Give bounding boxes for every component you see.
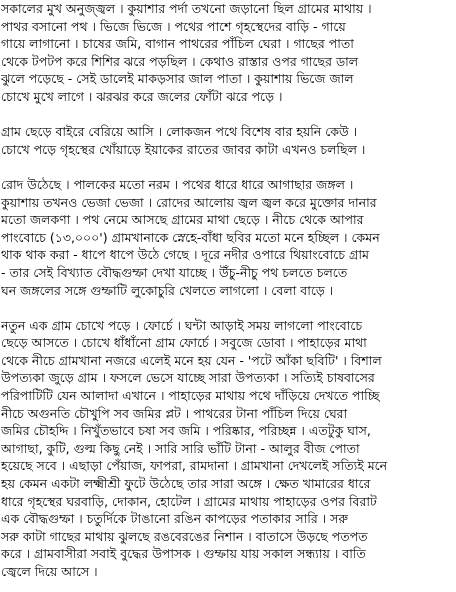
text-line: নতুন এক গ্রাম চোখে পড়ে । ফোর্চে । ঘন্টা আড়াই সময় লাগলো পাংবোচে [1,317,363,333]
text-line: কুয়াশায় তখনও ভেজা ভেজা । রোদের আলোয় জ্বল জ্বল করে মুক্তোর দানার [1,194,377,210]
text-line: ঘন জঙ্গলের সঙ্গে গুম্ফাটি লুকোচুরি খেলতে লাগলো । বেলা বাড়ে । [1,282,334,298]
paragraph-1 [1,0,455,106]
text-line: গ্রাম ছেড়ে বাইরে বেরিয়ে আসি । লোকজন পথে বিশেষ বার হয়নি কেউ । [1,124,358,140]
text-line: থেকে টপটপ করে শিশির ঝরে পড়ছিল । কেথাও রাস্তার ওপর গাছের ডাল [1,53,359,69]
text-line: করে । গ্রামবাসীরা সবাই বুদ্ধের উপাসক । গুম্ফায় যায় সকাল সন্ধ্যায় । বাতি [1,546,366,562]
text-line: হয়েছে সবে । এছাড়া পেঁয়াজ, ফাপরা, রামদানা । গ্রামখানা দেখলেই সত্যিই মনে [1,458,388,474]
text-line: চোখে মুখে লাগে । ঝরঝর করে জলের ফোঁটা ঝরে পড়ে । [1,88,283,104]
paragraph-2 [1,123,455,158]
paragraph-3 [1,176,455,299]
text-line: পাংবোচে (১৩,০০০') গ্রামখানাকে স্নেহে-বাঁধা ছবির মতো মনে হচ্ছিল । কেমন [1,229,380,245]
text-line: গায়ে লাগানো । চাষের জমি, বাগান পাথরের পাঁচিল ঘেরা । গাছের পাতা [1,36,354,52]
text-line: পাথর বসানো পথ । ভিজে ভিজে । পথের পাশে গৃহস্থেদের বাড়ি - গায়ে [1,18,346,34]
text-line: সরু কাটা গাছের মাথায় ঝুলছে রঙবেরঙের নিশান । বাতাসে উড়ছে পতপত [1,528,368,544]
text-line: রোদ উঠেছে । পালকের মতো নরম । পথের ধারে ধারে আগাছার জঙ্গল । [1,176,354,192]
text-line: ঝুলে পড়েছে - সেই ডালেই মাকড়সার জাল পাতা । কুয়াশায় ভিজে জাল [1,71,354,87]
text-line: থেকে নীচে গ্রামখানা নজরে এলেই মনে হয় যেন - 'পটে আঁকা ছবিটি' । বিশাল [1,352,382,368]
text-line: - তার সেই বিখ্যাত বৌদ্ধগুম্ফা দেখা যাচ্ছে । উঁচু-নীচু পথ চলতে চলতে [1,264,348,280]
text-line: থাক থাক করা - ধাপে ধাপে উঠে গেছে । দূরে নদীর ওপারে থিয়াংবোচে গ্রাম [1,247,369,263]
text-line: মতো জলকণা । পথ নেমে আসছে গ্রামের মাথা ছেড়ে । নীচে থেকে আপার [1,212,364,228]
text-line: জ্বেলে দিয়ে আসে । [1,564,98,579]
text-line: হয় কেমন একটা লক্ষ্মীশ্রী ফুটে উঠেছে তার সারা অঙ্গে । ক্ষেত খামারের ধারে [1,476,371,492]
text-line: আগাছা, কুটি, গুল্ম কিছু নেই । সারি সারি ভাঁটি টানা - আলুর বীজ পোতা [1,440,360,456]
text-line: নীচে অগুনতি চৌখুপি সব জমির প্লট । পাথরের টানা পাঁচিল দিয়ে ঘেরা [1,405,348,421]
paragraph-4 [1,317,455,581]
text-line: উপত্যকা জুড়ে গ্রাম । ফসলে ভেসে যাচ্ছে সারা উপত্যকা । সত্যিই চাষবাসের [1,370,375,386]
text-line: চোখে পড়ে গৃহস্থের খোঁয়াড়ে ইয়াকের রাতের জাবর কাটা এখনও চলছিল । [1,141,366,157]
paragraph-gap [1,158,455,176]
text-line: ছেড়ে আসতে । চোখে ধাঁধাঁনো গ্রাম ফোর্চে । সবুজে ডোবা । পাহাড়ের মাথা [1,335,367,351]
text-line: জমির চৌহদ্দি । নিখুঁতভাবে চষা সব জমি । পরিষ্কার, পরিচ্ছন্ন । এতটুকু ঘাস, [1,423,371,439]
text-line: ধারে গৃহস্থের ঘরবাড়ি, দোকান, হোটেল । গ্রামের মাথায় পাহাড়ের ওপর বিরাট [1,493,377,509]
paragraph-gap [1,299,455,317]
paragraph-gap [1,106,455,124]
text-line: সকালের মুখ অনুজ্জ্বল । কুয়াশার পর্দা তখনো জড়ানো ছিল গ্রামের মাথায় । [1,1,372,16]
text-line: এক বৌদ্ধগুম্ফা । চতুর্দিকে টাঙানো রঙিন কাপড়ের পতাকার সারি । সরু [1,511,348,527]
text-line: পরিপাটিটি যেন আলাদা এখানে । পাহাড়ের মাথায় পথে দাঁড়িয়ে দেখতে পাচ্ছি [1,388,380,404]
